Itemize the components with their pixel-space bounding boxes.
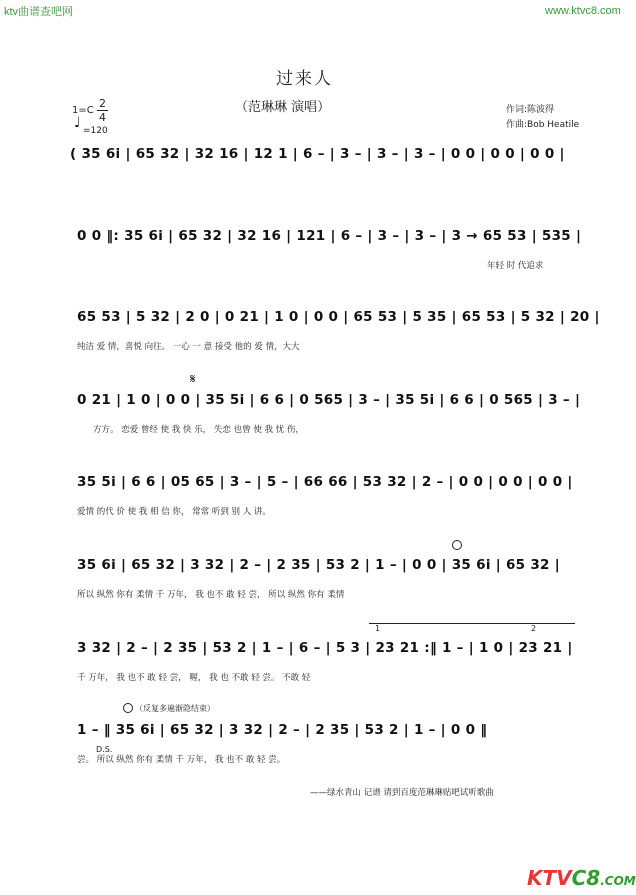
- watermark-left: ktv曲谱查吧网: [4, 6, 74, 18]
- volta-bracket-2: [517, 623, 575, 624]
- lyrics-line-6: 所以 纵然 你有 柔情 千 万年， 我 也不 敢 轻 尝， 所以 纵然 你有 柔情: [77, 590, 345, 600]
- volta-bracket-1: [369, 623, 519, 624]
- logo-com: .COM: [600, 874, 636, 888]
- time-denominator: 4: [99, 111, 106, 124]
- singer: （范琳琳 演唱）: [235, 100, 331, 115]
- notation-line-5: 35 5i | 6 6 | 05 65 | 3 – | 5 – | 66 66 | 53 32 | 2 – | 0 0 | 0 0 | 0 0 |: [77, 474, 573, 490]
- volta-2-label: 2: [531, 624, 537, 633]
- notation-line-1: ( 35 6i | 65 32 | 32 16 | 12 1 | 6 – | 3 – | 3 – | 3 – | 0 0 | 0 0 | 0 0 |: [70, 146, 565, 162]
- coda-icon: [452, 540, 462, 550]
- logo-c8: C8: [571, 866, 601, 890]
- lyrics-line-7: 千 万年， 我 也不 敢 轻 尝， 喔， 我 也 不敢 轻 尝。 不敢 轻: [77, 673, 311, 683]
- time-divider: [97, 110, 108, 111]
- lyricist: 作词:陈波得: [506, 105, 555, 115]
- lyrics-line-2: 年轻 时 代追求: [487, 261, 544, 271]
- coda-icon-2: [123, 703, 133, 713]
- segno-icon: 𝄋: [190, 372, 196, 387]
- lyrics-line-3: 纯洁 爱 情，喜悦 向往。 一心 一 意 接受 他的 爱 情，大大: [77, 342, 300, 352]
- time-numerator: 2: [99, 97, 106, 110]
- footer-credit: ——绿水青山 记谱 请到百度范琳琳贴吧试听歌曲: [310, 788, 494, 798]
- composer: 作曲:Bob Heatile: [506, 120, 580, 130]
- lyrics-line-4: 方方。 恋爱 曾经 使 我 快 乐， 失恋 也曾 使 我 忧 伤，: [93, 425, 304, 435]
- ds-mark: D.S.: [96, 745, 113, 754]
- lyrics-line-5: 爱情 的代 价 使 我 相 信 你， 常常 听到 别 人 讲。: [77, 507, 271, 517]
- logo-ktv: KTV: [527, 866, 572, 890]
- tempo: =120: [83, 126, 108, 136]
- lyrics-line-8: 尝。 所以 纵然 你有 柔情 千 万年， 我 也不 敢 轻 尝。: [77, 755, 286, 765]
- watermark-right: www.ktvc8.com: [545, 5, 621, 17]
- repeat-note: （反复多遍渐隐结束）: [135, 704, 215, 713]
- key-signature: 1=C: [72, 105, 94, 116]
- quarter-note-icon: ♩: [74, 115, 81, 131]
- notation-line-7: 3 32 | 2 – | 2 35 | 53 2 | 1 – | 6 – | 5 3 | 23 21 :‖ 1 – | 1 0 | 23 21 |: [77, 640, 573, 656]
- notation-line-2: 0 0 ‖: 35 6i | 65 32 | 32 16 | 121 | 6 – | 3 – | 3 – | 3 → 65 53 | 535 |: [77, 228, 582, 244]
- notation-line-4: 0 21 | 1 0 | 0 0 | 35 5i | 6 6 | 0 565 | 3 – | 35 5i | 6 6 | 0 565 | 3 – |: [77, 392, 581, 408]
- song-title: 过来人: [276, 69, 333, 89]
- site-logo: [527, 866, 636, 890]
- volta-1-label: 1: [375, 624, 381, 633]
- notation-line-3: 65 53 | 5 32 | 2 0 | 0 21 | 1 0 | 0 0 | 65 53 | 5 35 | 65 53 | 5 32 | 20 |: [77, 309, 600, 325]
- notation-line-8: 1 – ‖ 35 6i | 65 32 | 3 32 | 2 – | 2 35 | 53 2 | 1 – | 0 0 ‖: [77, 722, 488, 738]
- notation-line-6: 35 6i | 65 32 | 3 32 | 2 – | 2 35 | 53 2 | 1 – | 0 0 | 35 6i | 65 32 |: [77, 557, 560, 573]
